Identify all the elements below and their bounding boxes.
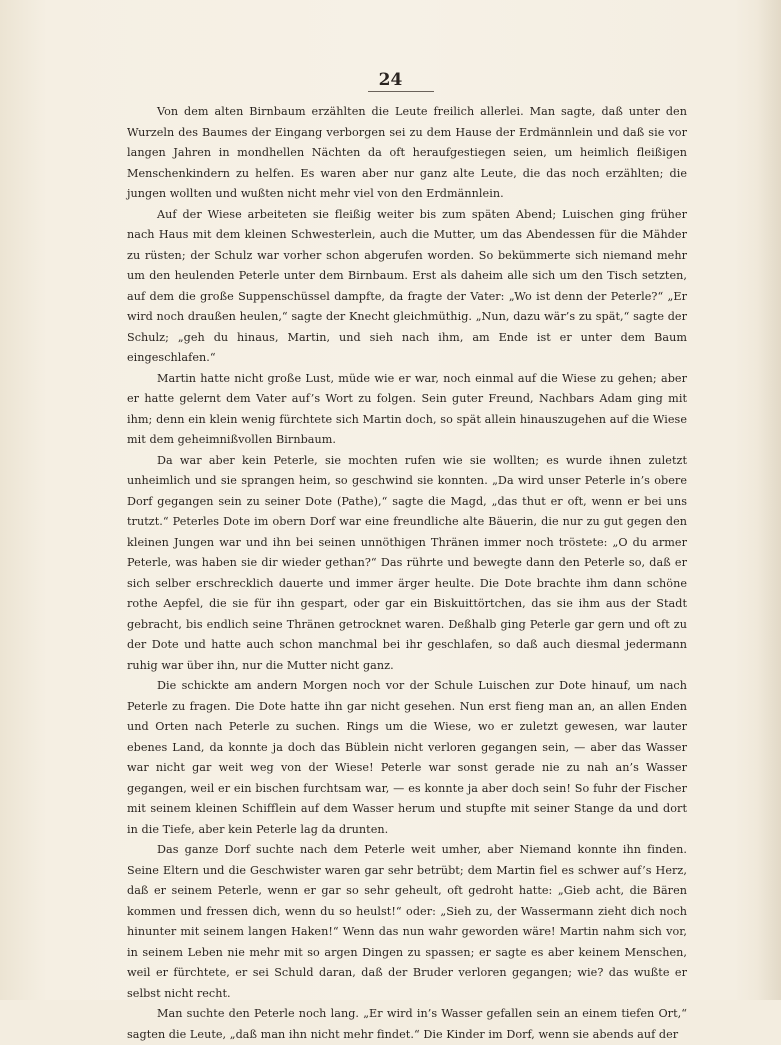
paragraph: Die schickte am andern Morgen noch vor der Schule Luischen zur Dote hinauf, um nach Peterle zu fragen. Die Dote hatte ihn gar nicht gesehen. Nun erst fieng man an, an allen Enden und Orten nach Peterle zu suchen. Rings um die Wiese, wo er zuletzt gewesen, war lauter ebenes Land, da konnte ja doch das Büblein nicht verloren gegangen sein, — aber das Wasser war nicht gar weit weg von der Wiese! Peterle war sonst gerade nie zu nah an’s Wasser gegangen, weil er ein bischen furchtsam war, — es konnte ja aber doch sein! So fuhr der Fischer mit seinem kleinen Schifflein auf dem Wasser herum und stupfte mit seiner Stange da und dort in die Tiefe, aber kein Peterle lag da drunten. xyxy=(127,679,687,836)
paragraph: Von dem alten Birnbaum erzählten die Leute freilich allerlei. Man sagte, daß unter den Wurzeln des Baumes der Eingang verborgen sei zu dem Hause der Erdmännlein und daß sie vor langen Jahren in mondhellen Nächten da oft heraufgestiegen seien, um heimlich fleißigen Menschenkindern zu helfen. Es waren aber nur ganz alte Leute, die das noch erzählten; die jungen wollten und wußten nicht mehr viel von den Erdmännlein. xyxy=(127,105,687,200)
paragraph: Auf der Wiese arbeiteten sie fleißig weiter bis zum späten Abend; Luischen ging früher nach Haus mit dem kleinen Schwesterlein, auch die Mutter, um das Abendessen für die Mähder zu rüsten; der Schulz war vorher schon abgerufen worden. So bekümmerte sich niemand mehr um den heulenden Peterle unter dem Birnbaum. Erst als daheim alle sich um den Tisch setzten, auf dem die große Suppenschüssel dampfte, da fragte der Vater: „Wo ist denn der Peterle?“ „Er wird noch draußen heulen,“ sagte der Knecht gleichmüthig. „Nun, dazu wär’s zu spät,“ sagte der Schulz; „geh du hinaus, Martin, und sieh nach ihm, am Ende ist er unter dem Baum eingeschlafen.“ xyxy=(127,207,687,364)
paragraph: Martin hatte nicht große Lust, müde wie er war, noch einmal auf die Wiese zu gehen; aber er hatte gelernt dem Vater auf’s Wort zu folgen. Sein guter Freund, Nachbars Adam ging mit ihm; denn ein klein wenig fürchtete sich Martin doch, so spät allein hinauszugehen auf die Wiese mit dem geheimnißvollen Birnbaum. xyxy=(127,371,687,446)
paragraph: Das ganze Dorf suchte nach dem Peterle weit umher, aber Niemand konnte ihn finden. Seine Eltern und die Geschwister waren gar sehr betrübt; dem Martin fiel es schwer auf’s Herz, daß er seinem Peterle, wenn er gar so sehr geheult, oft gedroht hatte: „Gieb acht, die Bären kommen und fressen dich, wenn du so heulst!“ oder: „Sieh zu, der Wassermann zieht dich noch hinunter mit seinem langen Haken!“ Wenn das nun wahr geworden wäre! Martin nahm sich vor, in seinem Leben nie mehr mit so argen Dingen zu spassen; er sagte es aber keinem Menschen, weil er fürchtete, er sei Schuld daran, daß der Bruder verloren gegangen; wie? das wußte er selbst nicht recht. xyxy=(127,843,687,1000)
paragraph: Da war aber kein Peterle, sie mochten rufen wie sie wollten; es wurde ihnen zuletzt unheimlich und sie sprangen heim, so geschwind sie konnten. „Da wird unser Peterle in’s obere Dorf gegangen sein zu seiner Dote (Pathe),“ sagte die Magd, „das thut er oft, wenn er bei uns trutzt.“ Peterles Dote im obern Dorf war eine freundliche alte Bäuerin, die nur zu gut gegen den kleinen Jungen war und ihn bei seinen unnöthigen Thränen immer noch tröstete: „O du armer Peterle, was haben sie dir wieder gethan?“ Das rührte und bewegte dann den Peterle so, daß er sich selber erschrecklich dauerte und immer ärger heulte. Die Dote brachte ihm dann schöne rothe Aepfel, die sie für ihn gespart, oder gar ein Biskuittörtchen, das sie ihm aus der Stadt gebracht, bis endlich seine Thränen getrocknet waren. Deßhalb ging Peterle gar gern und oft zu der Dote und hatte auch schon manchmal bei ihr geschlafen, so daß auch diesmal jedermann ruhig war über ihn, nur die Mutter nicht ganz. xyxy=(127,453,687,672)
header-rule xyxy=(368,91,434,92)
paragraph: Man suchte den Peterle noch lang. „Er wird in’s Wasser gefallen sein an einem tiefen Ort,“ sagten die Leute, „daß man ihn nicht mehr findet.“ Die Kinder im Dorf, wenn sie abends auf der xyxy=(127,1007,687,1041)
page-number: 24 xyxy=(378,70,403,90)
body-text xyxy=(127,102,687,1045)
page-edge-shade xyxy=(757,0,781,1000)
